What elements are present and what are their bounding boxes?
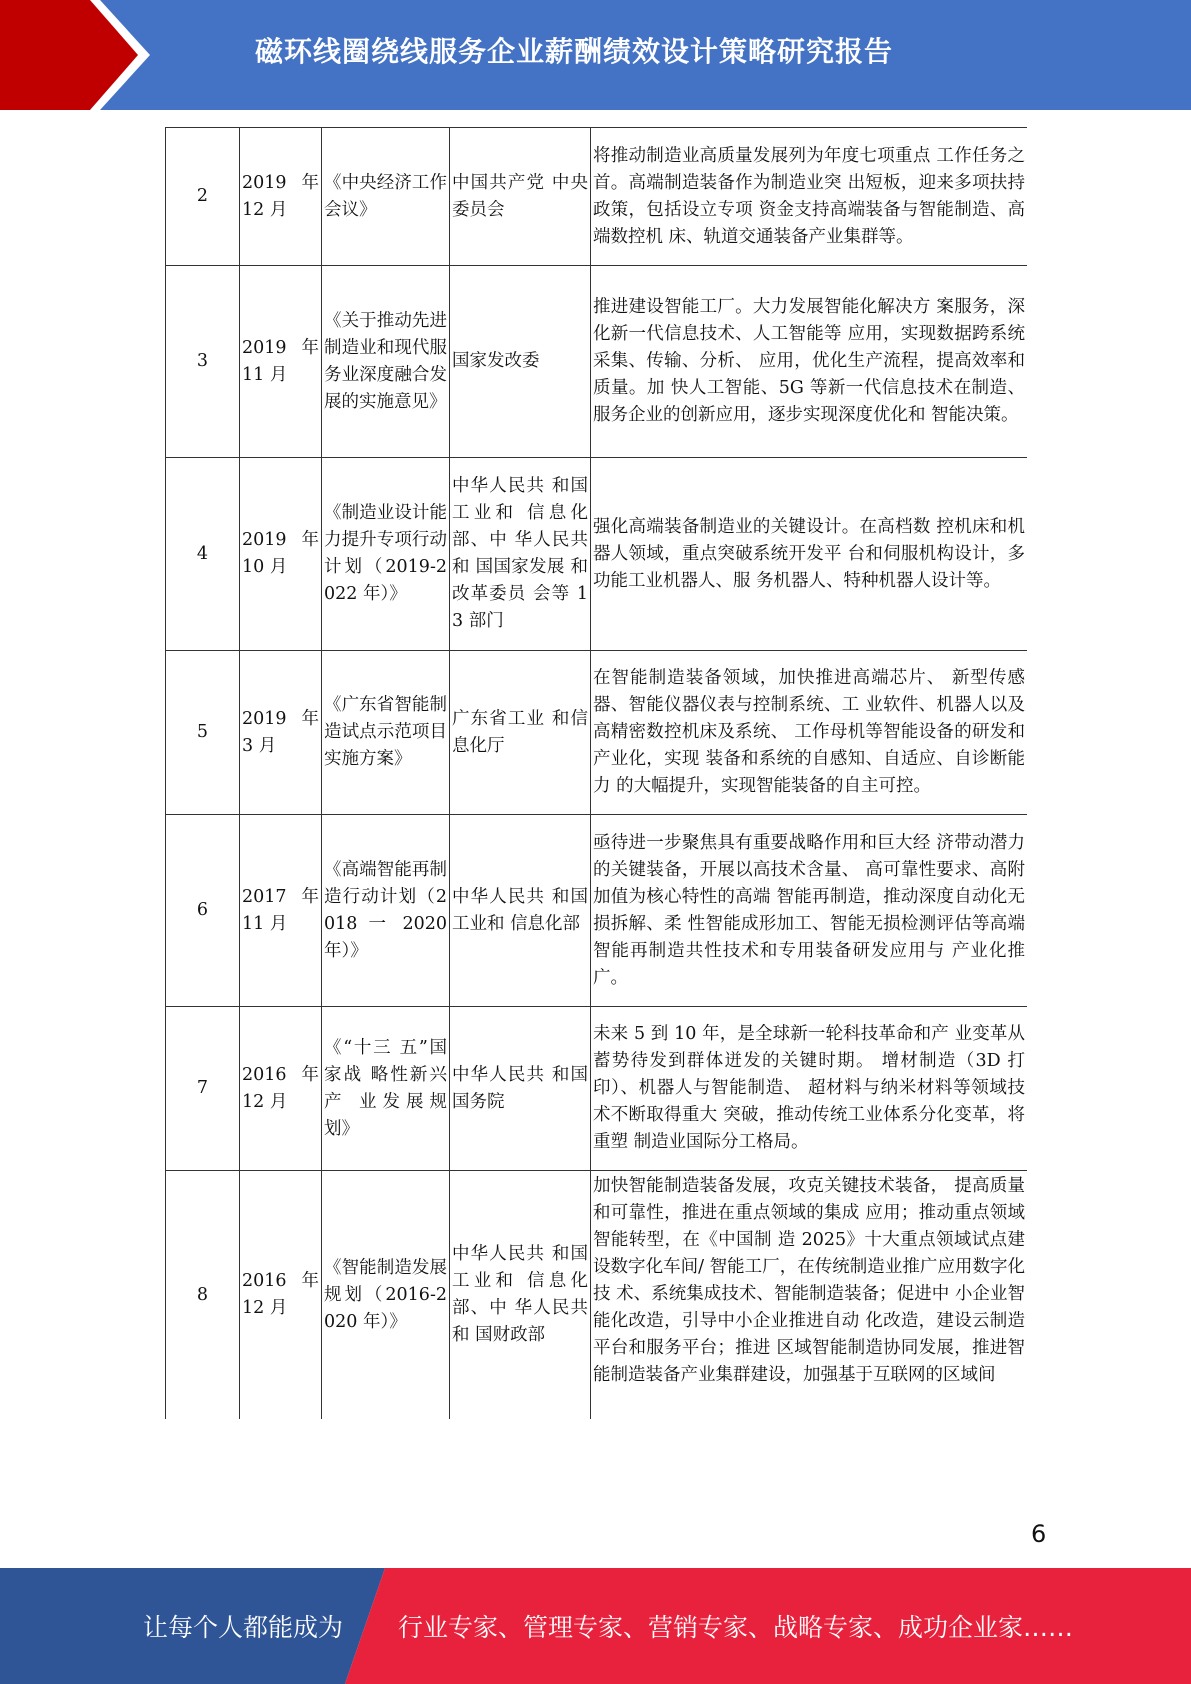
issue-date: 2016 年 12 月 — [240, 1007, 322, 1171]
policy-title: 《广东省智能制造试点示范项目实施方案》 — [322, 651, 450, 815]
footer-slogan-roles: 行业专家、管理专家、营销专家、战略专家、成功企业家…… — [398, 1613, 1074, 1642]
table-row — [166, 128, 1028, 266]
policy-title: 《高端智能再制造行动计划（2018 一 2020 年）》 — [322, 815, 450, 1007]
policy-content: 亟待进一步聚焦具有重要战略作用和巨大经 济带动潜力的关键装备，开展以高技术含量、 高可靠性要求、高附加值为核心特性的高端 智能再制造，推动深度自动化无损拆解、柔 性智能成形加工、智能无损检测评估等高端 智能再制造共性技术和专用装备研发应用与 产业化推广。 — [591, 815, 1028, 1007]
issuing-body: 广东省工业 和信息化厅 — [450, 651, 591, 815]
policy-content: 在智能制造装备领域，加快推进高端芯片、 新型传感器、智能仪器仪表与控制系统、工 业软件、机器人以及高精密数控机床及系统、 工作母机等智能设备的研发和产业化，实现 装备和系统的自感知、自适应、自诊断能力 的大幅提升，实现智能装备的自主可控。 — [591, 651, 1028, 815]
policy-content: 未来 5 到 10 年，是全球新一轮科技革命和产 业变革从蓄势待发到群体迸发的关键时期。 增材制造（3D 打印）、机器人与智能制造、 超材料与纳米材料等领域技术不断取得重大 突破，推动传统工业体系分化变革，将重塑 制造业国际分工格局。 — [591, 1007, 1028, 1171]
table-row — [166, 815, 1028, 1007]
policy-title: 《关于推动先进制造业和现代服务业深度融合发展的实施意见》 — [322, 266, 450, 458]
row-number: 8 — [166, 1171, 240, 1420]
table-row — [166, 1007, 1028, 1171]
issue-date: 2019 年 10 月 — [240, 458, 322, 651]
row-number: 6 — [166, 815, 240, 1007]
policy-table — [165, 127, 1027, 1419]
issuing-body: 中华人民共 和国国务院 — [450, 1007, 591, 1171]
issue-date: 2019 年 3 月 — [240, 651, 322, 815]
row-number: 5 — [166, 651, 240, 815]
policy-content: 将推动制造业高质量发展列为年度七项重点 工作任务之首。高端制造装备作为制造业突 出短板，迎来多项扶持政策，包括设立专项 资金支持高端装备与智能制造、高端数控机 床、轨道交通装备产业集群等。 — [591, 128, 1028, 266]
issuing-body: 中华人民共 和国工业和 信息化部 — [450, 815, 591, 1007]
footer-slogan-lead: 让每个人都能成为 — [143, 1613, 344, 1642]
issue-date: 2016 年 12 月 — [240, 1171, 322, 1420]
policy-content: 加快智能制造装备发展，攻克关键技术装备， 提高质量和可靠性，推进在重点领域的集成 应用；推动重点领域智能转型，在《中国制 造 2025》十大重点领域试点建设数字化车间/ 智能工厂，在传统制造业推广应用数字化技 术、系统集成技术、智能制造装备；促进中 小企业智能化改造，引导中小企业推进自动 化改造，建设云制造平台和服务平台；推进 区域智能制造协同发展，推进智能制造装备产业集群建设，加强基于互联网的区域间 — [591, 1171, 1028, 1420]
policy-title: 《智能制造发展规划（2016-2020 年）》 — [322, 1171, 450, 1420]
table-row — [166, 266, 1028, 458]
issuing-body: 中国共产党 中央委员会 — [450, 128, 591, 266]
header-chevron-icon — [0, 0, 160, 110]
page-footer — [0, 1568, 1191, 1684]
issue-date: 2019 年 11 月 — [240, 266, 322, 458]
table-row — [166, 651, 1028, 815]
row-number: 2 — [166, 128, 240, 266]
table-row — [166, 458, 1028, 651]
policy-title: 《制造业设计能力提升专项行动计划（2019-2022 年）》 — [322, 458, 450, 651]
policy-content: 强化高端装备制造业的关键设计。在高档数 控机床和机器人领域，重点突破系统开发平 台和伺服机构设计，多功能工业机器人、服 务机器人、特种机器人设计等。 — [591, 458, 1028, 651]
row-number: 3 — [166, 266, 240, 458]
issue-date: 2019 年 12 月 — [240, 128, 322, 266]
policy-table-region — [165, 127, 1027, 1419]
issue-date: 2017 年 11 月 — [240, 815, 322, 1007]
table-row — [166, 1171, 1028, 1420]
row-number: 7 — [166, 1007, 240, 1171]
page-header — [0, 0, 1191, 110]
issuing-body: 中华人民共 和国工业和 信息化部、中 华人民共和 国国家发展 和改革委员 会等 13 部门 — [450, 458, 591, 651]
policy-content: 推进建设智能工厂。大力发展智能化解决方 案服务，深化新一代信息技术、人工智能等 应用，实现数据跨系统采集、传输、分析、 应用，优化生产流程，提高效率和质量。加 快人工智能、5G 等新一代信息技术在制造、 服务企业的创新应用，逐步实现深度优化和 智能决策。 — [591, 266, 1028, 458]
issuing-body: 国家发改委 — [450, 266, 591, 458]
report-title: 磁环线圈绕线服务企业薪酬绩效设计策略研究报告 — [255, 35, 894, 68]
issuing-body: 中华人民共 和国工业和 信息化部、中 华人民共和 国财政部 — [450, 1171, 591, 1420]
policy-title: 《中央经济工作会议》 — [322, 128, 450, 266]
page-number: 6 — [1031, 1520, 1047, 1548]
row-number: 4 — [166, 458, 240, 651]
policy-title: 《“十三 五”国家战 略性新兴产 业发展规 划》 — [322, 1007, 450, 1171]
